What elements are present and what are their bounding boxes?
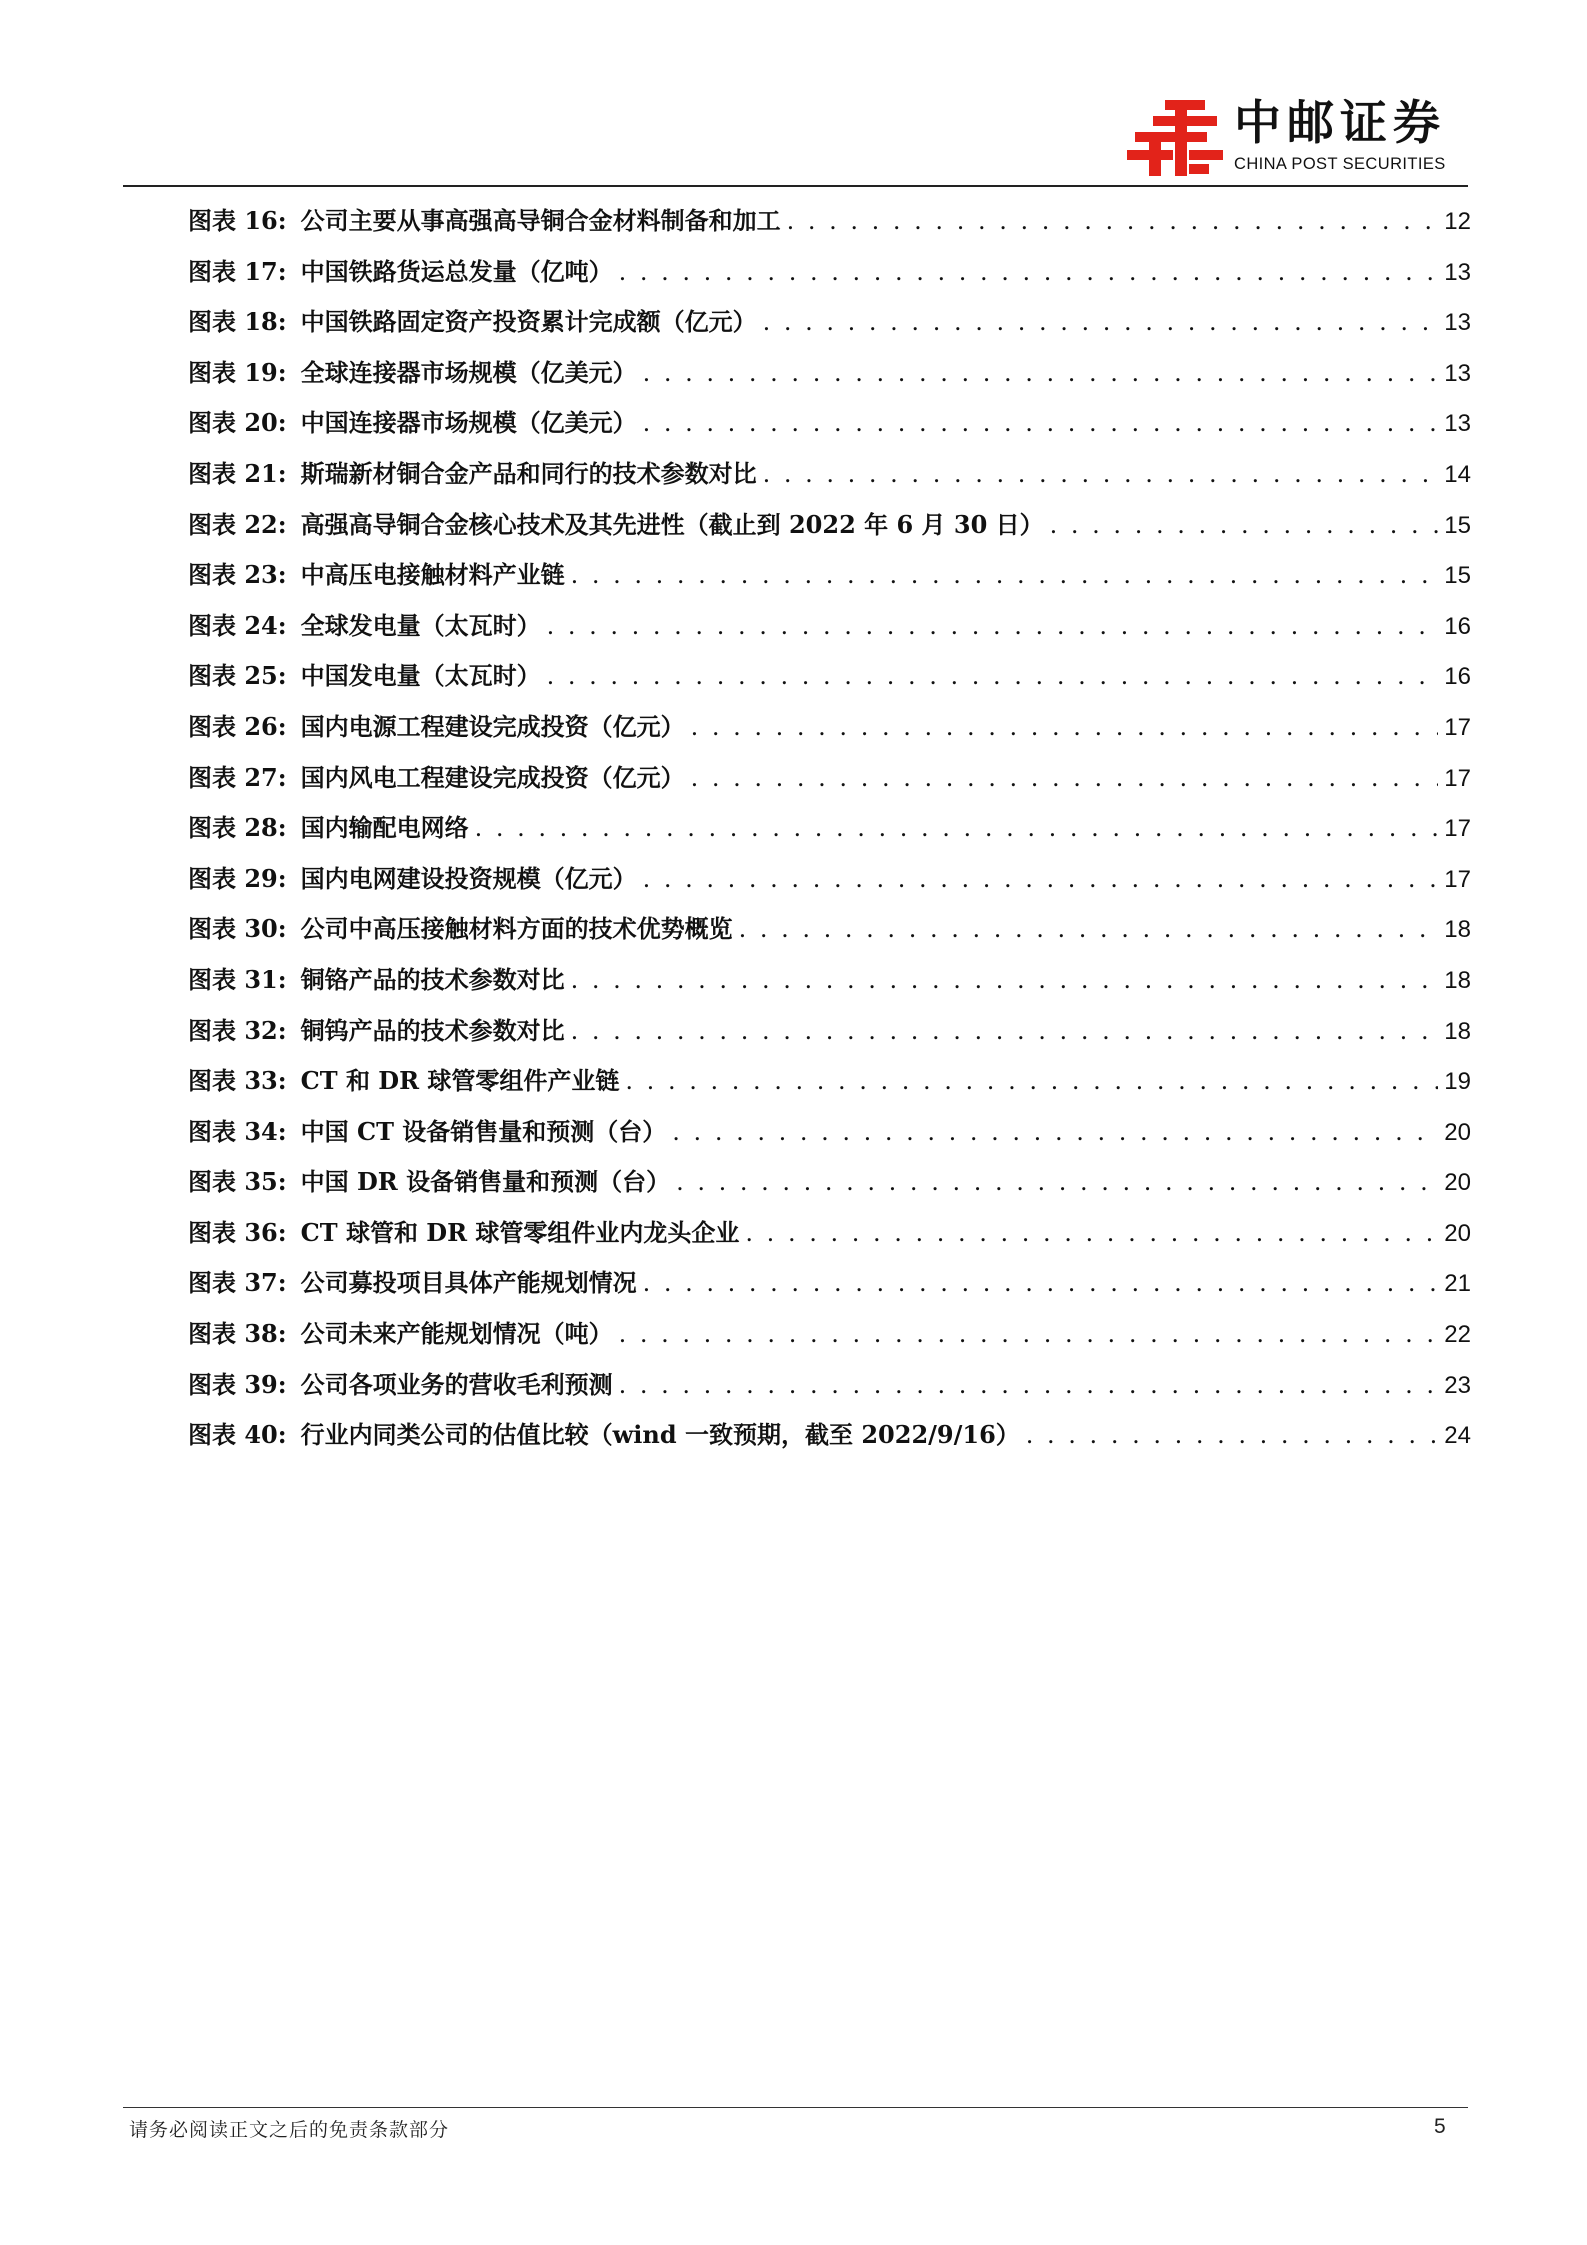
- toc-entry-page: 18: [1444, 916, 1471, 944]
- toc-dot-leader: [571, 1013, 1439, 1049]
- toc-entry-page: 13: [1444, 258, 1471, 286]
- toc-entry-label: 图表 28:: [188, 813, 287, 843]
- toc-entry[interactable]: [188, 1013, 1471, 1064]
- toc-entry[interactable]: [188, 608, 1471, 659]
- toc-entry[interactable]: [188, 1367, 1471, 1418]
- toc-dot-leader: [787, 203, 1439, 239]
- toc-entry-title: 国内电源工程建设完成投资（亿元）: [300, 711, 685, 741]
- toc-dot-leader: [691, 760, 1439, 796]
- toc-entry-title: 国内风电工程建设完成投资（亿元）: [300, 762, 685, 792]
- toc-entry-page: 17: [1444, 865, 1471, 893]
- toc-entry-label: 图表 17:: [188, 256, 287, 286]
- toc-entry-page: 15: [1444, 511, 1471, 539]
- toc-entry-title: 公司募投项目具体产能规划情况: [300, 1268, 637, 1298]
- toc-entry-label: 图表 29:: [188, 863, 287, 893]
- china-post-logo-icon: [1127, 98, 1227, 178]
- toc-entry[interactable]: [188, 810, 1471, 861]
- toc-entry-title: 中国 CT 设备销售量和预测（台）: [300, 1116, 667, 1146]
- toc-entry-label: 图表 38:: [188, 1319, 287, 1349]
- toc-entry[interactable]: [188, 405, 1471, 456]
- toc-entry-title: 公司主要从事高强高导铜合金材料制备和加工: [300, 206, 781, 235]
- toc-entry[interactable]: [188, 1265, 1471, 1316]
- toc-entry-title: 中国发电量（太瓦时）: [300, 661, 541, 691]
- toc-entry[interactable]: [188, 355, 1471, 406]
- toc-dot-leader: [691, 709, 1439, 745]
- toc-entry[interactable]: [188, 456, 1471, 507]
- toc-entry-title: 中国连接器市场规模（亿美元）: [300, 408, 637, 438]
- toc-entry-page: 20: [1444, 1118, 1471, 1146]
- toc-entry-label: 图表 33:: [188, 1066, 287, 1096]
- toc-entry-title: 国内输配电网络: [300, 813, 469, 843]
- toc-entry-title: 中国 DR 设备销售量和预测（台）: [300, 1167, 671, 1197]
- toc-dot-leader: [643, 405, 1439, 441]
- toc-entry-page: 17: [1444, 764, 1471, 792]
- toc-entry-label: 图表 36:: [188, 1217, 287, 1247]
- toc-entry-label: 图表 21:: [188, 458, 287, 488]
- toc-entry[interactable]: [188, 1063, 1471, 1114]
- toc-entry-page: 24: [1444, 1422, 1471, 1450]
- toc-entry-label: 图表 25:: [188, 661, 287, 691]
- toc-entry-label: 图表 34:: [188, 1116, 287, 1146]
- toc-entry-page: 17: [1444, 815, 1471, 843]
- toc-entry-label: 图表 35:: [188, 1167, 287, 1197]
- toc-entry-label: 图表 20:: [188, 408, 287, 438]
- toc-entry-label: 图表 16:: [188, 206, 287, 235]
- toc-dot-leader: [619, 1316, 1439, 1352]
- toc-dot-leader: [619, 254, 1439, 290]
- toc-entry-page: 13: [1444, 410, 1471, 438]
- toc-entry-title: 行业内同类公司的估值比较（wind 一致预期，截至 2022/9/16）: [300, 1420, 1020, 1450]
- toc-entry-page: 19: [1444, 1068, 1471, 1096]
- page-number: 5: [1434, 2115, 1446, 2138]
- toc-entry-page: 18: [1444, 966, 1471, 994]
- toc-entry-title: 斯瑞新材铜合金产品和同行的技术参数对比: [300, 458, 757, 488]
- toc-dot-leader: [676, 1164, 1438, 1200]
- toc-entry-page: 14: [1444, 460, 1471, 488]
- toc-entry-label: 图表 32:: [188, 1015, 287, 1045]
- toc-entry[interactable]: [188, 507, 1471, 558]
- toc-entry-label: 图表 18:: [188, 307, 287, 337]
- toc-dot-leader: [475, 810, 1439, 846]
- toc-entry-label: 图表 30:: [188, 914, 287, 944]
- toc-dot-leader: [625, 1063, 1438, 1099]
- toc-entry-title: CT 和 DR 球管零组件产业链: [300, 1066, 620, 1096]
- toc-entry[interactable]: [188, 1114, 1471, 1165]
- toc-entry-page: 23: [1444, 1371, 1471, 1399]
- toc-entry-label: 图表 23:: [188, 560, 287, 590]
- toc-entry-label: 图表 24:: [188, 610, 287, 640]
- toc-entry[interactable]: [188, 1164, 1471, 1215]
- toc-entry-label: 图表 19:: [188, 357, 287, 387]
- toc-entry-title: 高强高导铜合金核心技术及其先进性（截止到 2022 年 6 月 30 日）: [300, 509, 1044, 539]
- toc-entry-label: 图表 22:: [188, 509, 287, 539]
- toc-entry-title: 中国铁路货运总发量（亿吨）: [300, 256, 613, 286]
- figure-list: [188, 203, 1471, 1468]
- toc-entry-label: 图表 31:: [188, 964, 287, 994]
- toc-dot-leader: [739, 911, 1439, 947]
- toc-entry-title: 公司未来产能规划情况（吨）: [300, 1319, 613, 1349]
- page-header: [0, 0, 1587, 186]
- toc-dot-leader: [745, 1215, 1438, 1251]
- toc-entry-title: 铜钨产品的技术参数对比: [300, 1015, 565, 1045]
- toc-entry-title: 中高压电接触材料产业链: [300, 560, 565, 590]
- toc-entry-label: 图表 39:: [188, 1369, 287, 1399]
- toc-entry-title: 公司中高压接触材料方面的技术优势概览: [300, 914, 733, 944]
- toc-entry[interactable]: [188, 861, 1471, 912]
- toc-dot-leader: [547, 608, 1439, 644]
- toc-dot-leader: [1050, 507, 1439, 543]
- toc-entry-title: 铜铬产品的技术参数对比: [300, 964, 565, 994]
- toc-dot-leader: [571, 557, 1439, 593]
- toc-entry[interactable]: [188, 760, 1471, 811]
- toc-entry[interactable]: [188, 557, 1471, 608]
- brand-name-cn: 中邮证券: [1234, 96, 1446, 151]
- toc-entry-page: 18: [1444, 1017, 1471, 1045]
- toc-entry-page: 15: [1444, 562, 1471, 590]
- toc-entry-page: 21: [1444, 1270, 1471, 1298]
- footer-divider: [123, 2107, 1468, 2108]
- toc-dot-leader: [547, 658, 1439, 694]
- toc-entry-title: 全球发电量（太瓦时）: [300, 610, 541, 640]
- brand-name-en: CHINA POST SECURITIES: [1234, 155, 1446, 173]
- toc-entry-title: 中国铁路固定资产投资累计完成额（亿元）: [300, 307, 757, 337]
- toc-dot-leader: [619, 1367, 1439, 1403]
- toc-entry-page: 20: [1444, 1169, 1471, 1197]
- toc-dot-leader: [763, 304, 1439, 340]
- header-divider: [123, 185, 1468, 187]
- toc-entry[interactable]: [188, 1316, 1471, 1367]
- toc-entry-page: 20: [1444, 1219, 1471, 1247]
- toc-dot-leader: [763, 456, 1439, 492]
- toc-entry[interactable]: [188, 962, 1471, 1013]
- toc-entry-label: 图表 37:: [188, 1268, 287, 1298]
- toc-dot-leader: [643, 355, 1439, 391]
- toc-entry-page: 16: [1444, 663, 1471, 691]
- toc-entry-title: 公司各项业务的营收毛利预测: [300, 1369, 613, 1399]
- toc-entry-page: 13: [1444, 359, 1471, 387]
- toc-entry-label: 图表 40:: [188, 1420, 287, 1450]
- toc-dot-leader: [643, 1265, 1439, 1301]
- toc-entry-page: 12: [1444, 208, 1471, 235]
- toc-entry-title: CT 球管和 DR 球管零组件业内龙头企业: [300, 1217, 740, 1247]
- toc-dot-leader: [571, 962, 1439, 998]
- toc-entry-title: 国内电网建设投资规模（亿元）: [300, 863, 637, 893]
- toc-entry-title: 全球连接器市场规模（亿美元）: [300, 357, 637, 387]
- toc-entry[interactable]: [188, 658, 1471, 709]
- toc-entry-page: 17: [1444, 713, 1471, 741]
- footer-disclaimer: 请务必阅读正文之后的免责条款部分: [129, 2119, 450, 2141]
- toc-dot-leader: [643, 861, 1439, 897]
- toc-entry[interactable]: [188, 304, 1471, 355]
- toc-entry-page: 13: [1444, 309, 1471, 337]
- toc-entry[interactable]: [188, 1215, 1471, 1266]
- toc-dot-leader: [1026, 1417, 1439, 1453]
- toc-entry[interactable]: [188, 709, 1471, 760]
- toc-entry[interactable]: [188, 203, 1471, 254]
- toc-entry-page: 16: [1444, 612, 1471, 640]
- toc-dot-leader: [672, 1114, 1438, 1150]
- toc-entry-page: 22: [1444, 1321, 1471, 1349]
- toc-entry[interactable]: [188, 254, 1471, 305]
- toc-entry-label: 图表 27:: [188, 762, 287, 792]
- toc-entry[interactable]: [188, 911, 1471, 962]
- toc-entry[interactable]: [188, 1417, 1471, 1468]
- toc-entry-label: 图表 26:: [188, 711, 287, 741]
